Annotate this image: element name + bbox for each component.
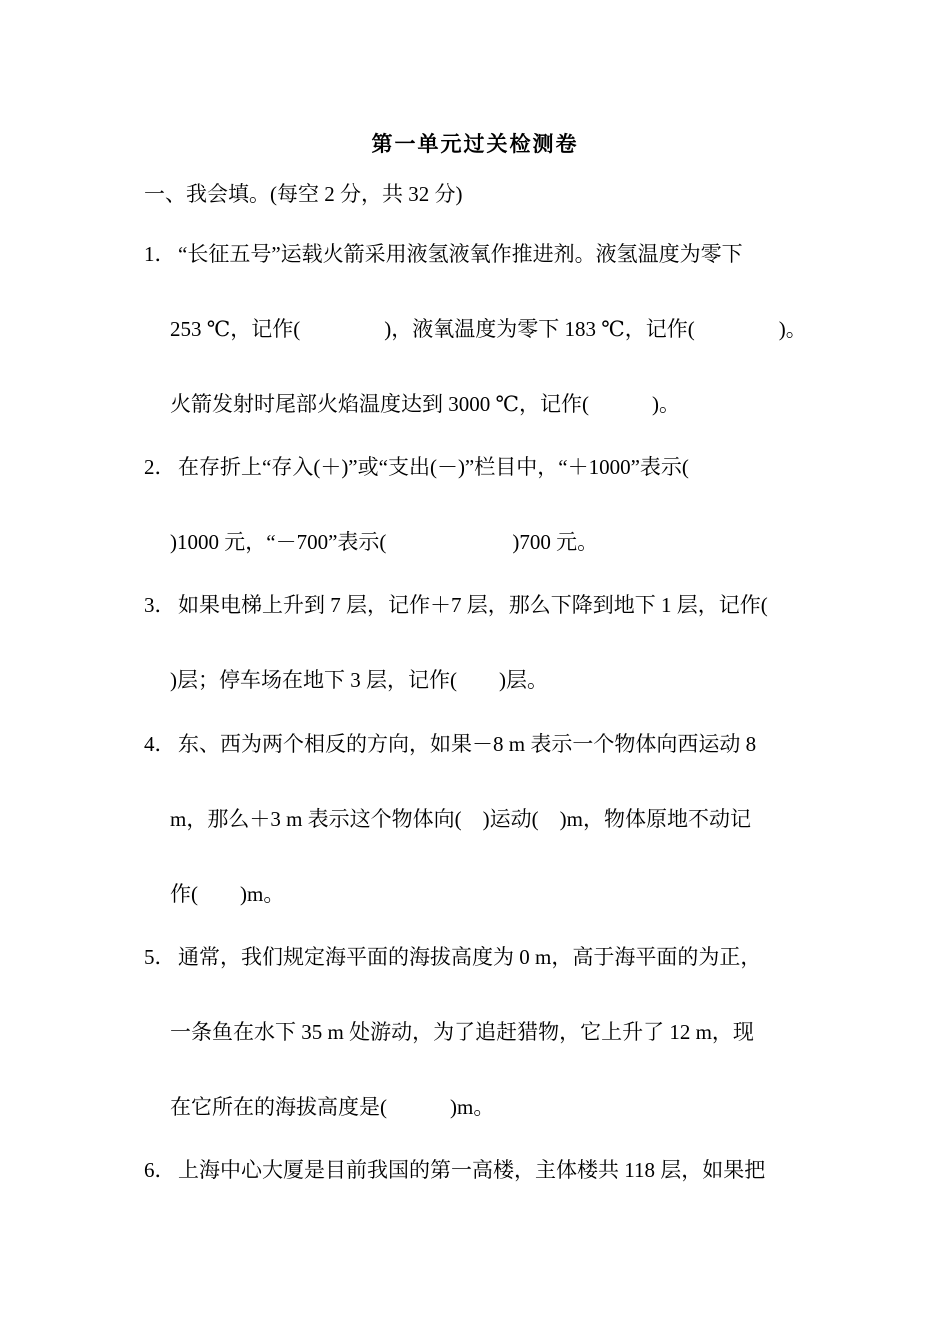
question-text: 通常，我们规定海平面的海拔高度为 0 m，高于海平面的为正， xyxy=(178,945,762,969)
question-1-line-1 xyxy=(144,240,743,268)
question-1-line-3: 火箭发射时尾部火焰温度达到 3000 ℃，记作( )。 xyxy=(170,392,680,416)
question-5-line-3: 在它所在的海拔高度是( )m。 xyxy=(170,1095,495,1119)
question-text: “长征五号”运载火箭采用液氢液氧作推进剂。液氢温度为零下 xyxy=(178,242,743,266)
question-4-line-3: 作( )m。 xyxy=(170,882,285,906)
question-text: 上海中心大厦是目前我国的第一高楼，主体楼共 118 层，如果把 xyxy=(178,1158,766,1182)
question-number: 3． xyxy=(144,593,176,617)
question-number: 1． xyxy=(144,242,176,266)
question-text: 在存折上“存入(＋)”或“支出(－)”栏目中，“＋1000”表示( xyxy=(178,455,689,479)
question-text: 如果电梯上升到 7 层，记作＋7 层，那么下降到地下 1 层，记作( xyxy=(178,593,768,617)
question-number: 6． xyxy=(144,1158,176,1182)
question-number: 2． xyxy=(144,455,176,479)
question-3-line-2: )层；停车场在地下 3 层，记作( )层。 xyxy=(170,668,548,692)
question-text: 东、西为两个相反的方向，如果－8 m 表示一个物体向西运动 8 xyxy=(178,732,757,756)
section-heading: 一、我会填。(每空 2 分，共 32 分) xyxy=(144,182,463,206)
question-4-line-1 xyxy=(144,730,756,758)
page-title: 第一单元过关检测卷 xyxy=(371,132,579,156)
question-4-line-2: m，那么＋3 m 表示这个物体向( )运动( )m，物体原地不动记 xyxy=(170,807,751,831)
question-2-line-2: )1000 元，“－700”表示( )700 元。 xyxy=(170,530,599,554)
question-number: 5． xyxy=(144,945,176,969)
question-5-line-1 xyxy=(144,943,761,971)
question-6-line-1 xyxy=(144,1156,765,1184)
question-3-line-1 xyxy=(144,591,768,619)
question-1-line-2: 253 ℃，记作( )，液氧温度为零下 183 ℃，记作( )。 xyxy=(170,317,807,341)
question-number: 4． xyxy=(144,732,176,756)
question-5-line-2: 一条鱼在水下 35 m 处游动，为了追赶猎物，它上升了 12 m，现 xyxy=(170,1020,754,1044)
question-2-line-1 xyxy=(144,453,689,481)
